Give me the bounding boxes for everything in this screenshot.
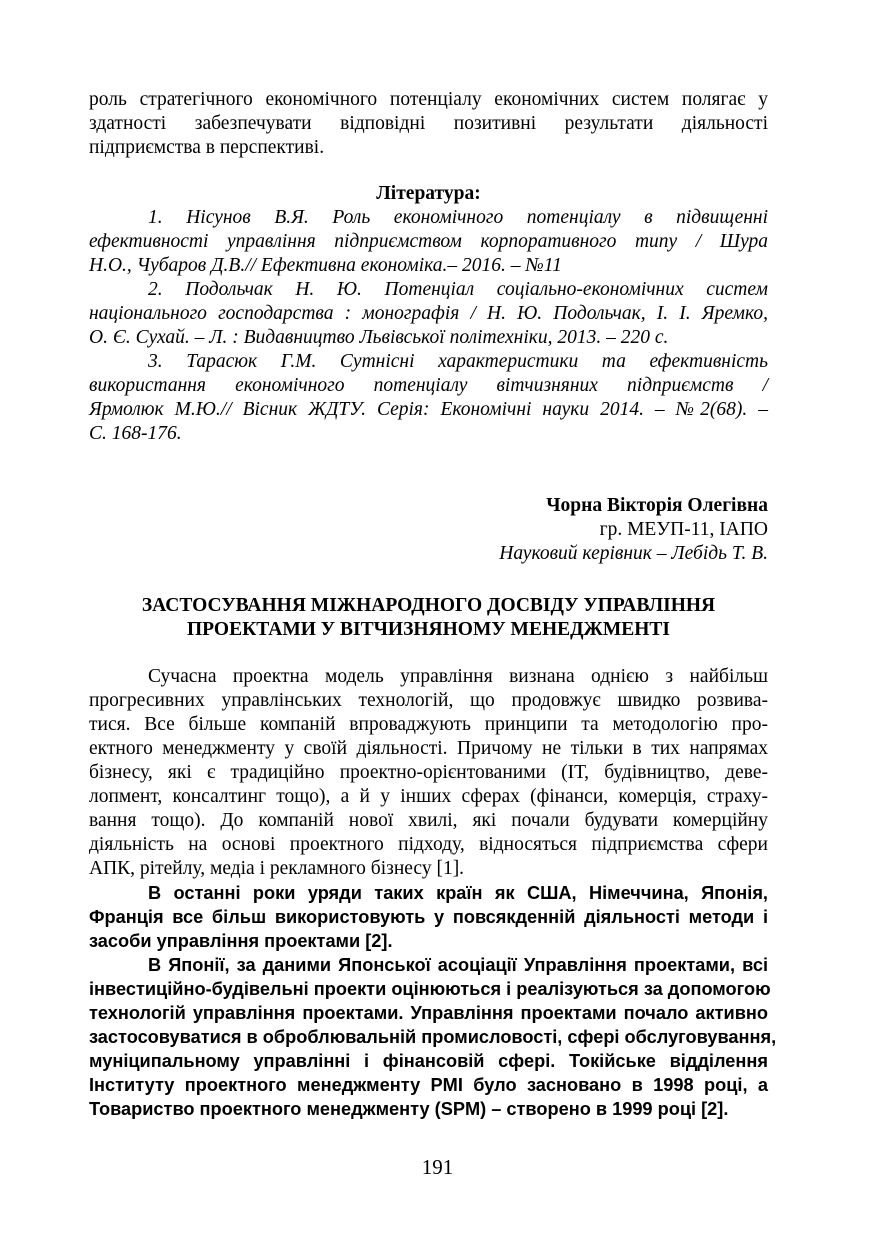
- text-line: В останні роки уряди таких країн як США, Німеччина, Японія,: [148, 883, 768, 903]
- text-line: інвестиційно-будівельні проекти оцінюються і реалізуються за допомогою: [89, 979, 771, 999]
- text-line: національного господарства : монографія / Н. Ю. Подольчак, І. І. Яремко,: [89, 303, 768, 324]
- text-line: С. 168-176.: [89, 423, 182, 444]
- article-title: [89, 594, 768, 642]
- text-line: лопмент, консалтинг тощо), а й у інших сферах (фінанси, комерція, страху-: [89, 786, 768, 807]
- text-line: застосовуватися в оброблювальній промисловості, сфері обслуговування,: [89, 1027, 777, 1047]
- text-line: 1. Нісунов В.Я. Роль економічного потенціалу в підвищенні: [148, 207, 768, 228]
- reference-item: [89, 350, 768, 446]
- text-line: бізнесу, які є традиційно проектно-орієнтованими (ІТ, будівництво, деве-: [89, 762, 768, 783]
- text-line: 3. Тарасюк Г.М. Сутнісні характеристики та ефективність: [148, 351, 768, 372]
- text-line: Інституту проектного менеджменту PMI було засновано в 1998 році, а: [89, 1075, 768, 1095]
- text-line: О. Є. Сухай. – Л. : Видавництво Львівської політехніки, 2013. – 220 с.: [89, 327, 669, 348]
- author-supervisor: Науковий керівник – Лебідь Т. В.: [499, 543, 768, 564]
- text-line: АПК, рітейлу, медіа і рекламного бізнесу [1].: [89, 858, 465, 879]
- text-line: прогресивних управлінських технологій, що продовжує швидко розвива-: [89, 690, 768, 711]
- text-line: В Японії, за даними Японської асоціації Управління проектами, всі: [148, 955, 768, 975]
- text-line: Сучасна проектна модель управління визнана однією з найбільш: [148, 666, 768, 687]
- text-line: Франція все більш використовують у повсякденній діяльності методи і: [89, 907, 768, 927]
- text-line: тися. Все більше компаній впроваджують принципи та методологію про-: [89, 714, 768, 735]
- text-line: роль стратегічного економічного потенціалу економічних систем полягає у: [89, 89, 768, 110]
- body-paragraph-bold: [89, 953, 777, 1121]
- reference-item: [89, 206, 768, 278]
- reference-list: [89, 206, 768, 446]
- text-line: використання економічного потенціалу вітчизняних підприємств /: [89, 375, 768, 396]
- page-number: 191: [421, 1155, 454, 1179]
- text-line: ефективності управління підприємством корпоративного типу / Шура: [89, 231, 768, 252]
- text-line: 2. Подольчак Н. Ю. Потенціал соціально-економічних систем: [148, 279, 768, 300]
- author-name: Чорна Вікторія Олегівна: [546, 495, 768, 516]
- text-line: ектного менеджменту у своїй діяльності. Причому не тільки в тих напрямах: [89, 738, 768, 759]
- intro-paragraph: [89, 88, 768, 160]
- text-line: Ярмолюк М.Ю.// Вісник ЖДТУ. Серія: Економічні науки 2014. – №2(68). –: [89, 399, 768, 420]
- literature-heading: Література:: [376, 183, 481, 204]
- reference-item: [89, 278, 768, 350]
- text-line: вання тощо). До компаній нової хвилі, які почали будувати комерційну: [89, 810, 768, 831]
- body-paragraph-bold: [89, 881, 768, 953]
- text-line: Н.О., Чубаров Д.В.// Ефективна економіка.– 2016. – №11: [89, 255, 562, 276]
- text-line: технологій управління проектами. Управління проектами почало активно: [89, 1003, 768, 1023]
- body-paragraph: [89, 665, 768, 881]
- text-line: діяльність на основі проектного підходу, відносяться підприємства сфери: [89, 834, 768, 855]
- text-line: засоби управління проектами [2].: [89, 931, 393, 951]
- text-line: Товариство проектного менеджменту (SPM) – створено в 1999 році [2].: [89, 1099, 729, 1119]
- text-line: здатності забезпечувати відповідні позитивні результати діяльності: [89, 113, 768, 134]
- text-line: муніципальному управлінні і фінансовій сфері. Токійське відділення: [89, 1051, 768, 1071]
- text-line: підприємства в перспективі.: [89, 137, 325, 158]
- article-title-line: ПРОЕКТАМИ У ВІТЧИЗНЯНОМУ МЕНЕДЖМЕНТІ: [186, 619, 671, 640]
- article-title-line: ЗАСТОСУВАННЯ МІЖНАРОДНОГО ДОСВІДУ УПРАВЛІННЯ: [141, 595, 716, 616]
- author-group: гр. МЕУП-11, ІАПО: [599, 519, 768, 540]
